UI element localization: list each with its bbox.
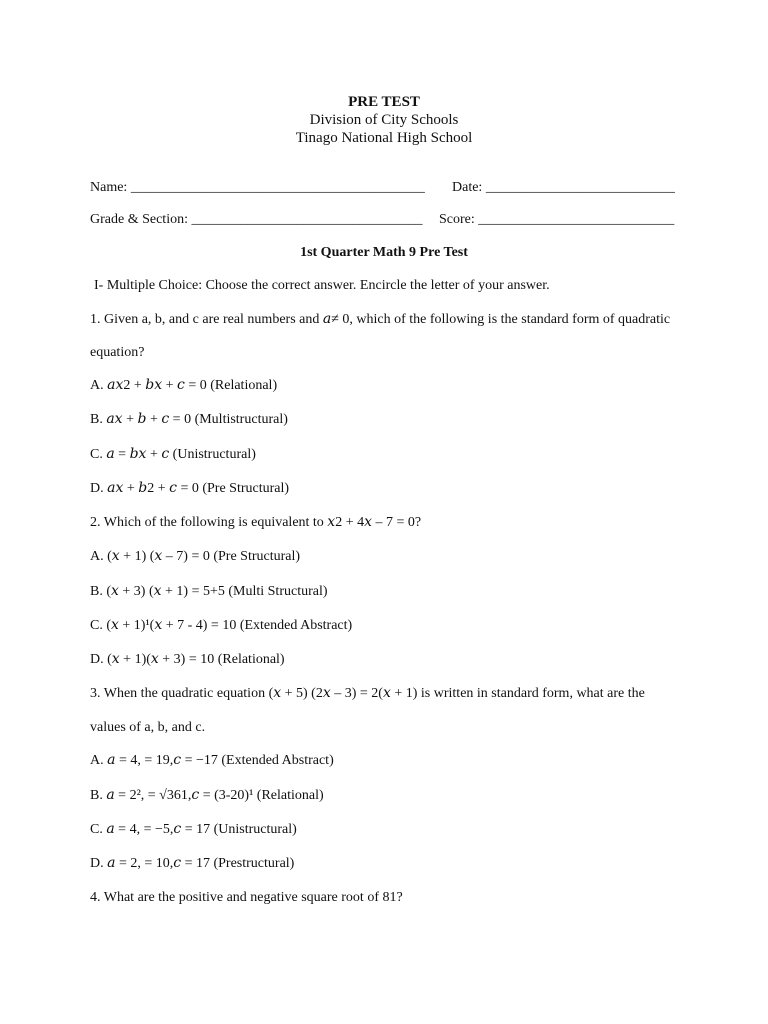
question-2-choice-a: A. (𝑥 + 1) (𝑥 – 7) = 0 (Pre Structural) <box>90 549 301 564</box>
question-2-choice-d: D. (𝑥 + 1)(𝑥 + 3) = 10 (Relational) <box>90 652 285 667</box>
question-2-choice-c: C. (𝑥 + 1)¹(𝑥 + 7 - 4) = 10 (Extended Abstract) <box>90 618 353 633</box>
question-3-stem-continued: values of a, b, and c. <box>90 720 206 735</box>
question-1-choice-d: D. 𝑎𝑥 + 𝑏2 + 𝑐 = 0 (Pre Structural) <box>90 481 290 496</box>
question-1-choice-b: B. 𝑎𝑥 + 𝑏 + 𝑐 = 0 (Multistructural) <box>90 412 288 427</box>
question-3-stem: 3. When the quadratic equation (𝑥 + 5) (2𝑥 – 3) = 2(𝑥 + 1) is written in standard form, what are the <box>90 686 645 701</box>
instructions: I- Multiple Choice: Choose the correct answer. Encircle the letter of your answer. <box>94 278 550 293</box>
question-3-choice-a: A. 𝑎 = 4, = 19,𝑐 = −17 (Extended Abstract) <box>90 753 334 768</box>
grade-section-field: Grade & Section: _________________________________ <box>90 212 423 227</box>
page-title: PRE TEST <box>348 94 420 110</box>
question-4-stem: 4. What are the positive and negative square root of 81? <box>90 890 403 905</box>
question-1-choice-c: C. 𝑎 = 𝑏𝑥 + 𝑐 (Unistructural) <box>90 447 256 462</box>
question-3-choice-b: B. 𝑎 = 2², = √361,𝑐 = (3-20)¹ (Relational) <box>90 788 324 803</box>
question-1-choice-a: A. 𝑎𝑥2 + 𝑏𝑥 + 𝑐 = 0 (Relational) <box>90 378 278 393</box>
question-3-choice-c: C. 𝑎 = 4, = −5,𝑐 = 17 (Unistructural) <box>90 822 297 837</box>
name-field: Name: __________________________________________ <box>90 180 425 195</box>
score-field: Score: ____________________________ <box>439 212 675 227</box>
question-3-choice-d: D. 𝑎 = 2, = 10,𝑐 = 17 (Prestructural) <box>90 856 295 871</box>
division-name: Division of City Schools <box>309 112 459 128</box>
question-2-choice-b: B. (𝑥 + 3) (𝑥 + 1) = 5+5 (Multi Structural) <box>90 584 328 599</box>
question-1-stem-continued: equation? <box>90 345 145 360</box>
school-name: Tinago National High School <box>295 130 473 146</box>
date-field: Date: ___________________________ <box>452 180 675 195</box>
test-title: 1st Quarter Math 9 Pre Test <box>300 245 468 260</box>
question-1-stem: 1. Given a, b, and c are real numbers and 𝑎≠ 0, which of the following is the standard form of quadratic <box>90 312 671 327</box>
question-2-stem: 2. Which of the following is equivalent to 𝑥2 + 4𝑥 – 7 = 0? <box>90 515 422 530</box>
